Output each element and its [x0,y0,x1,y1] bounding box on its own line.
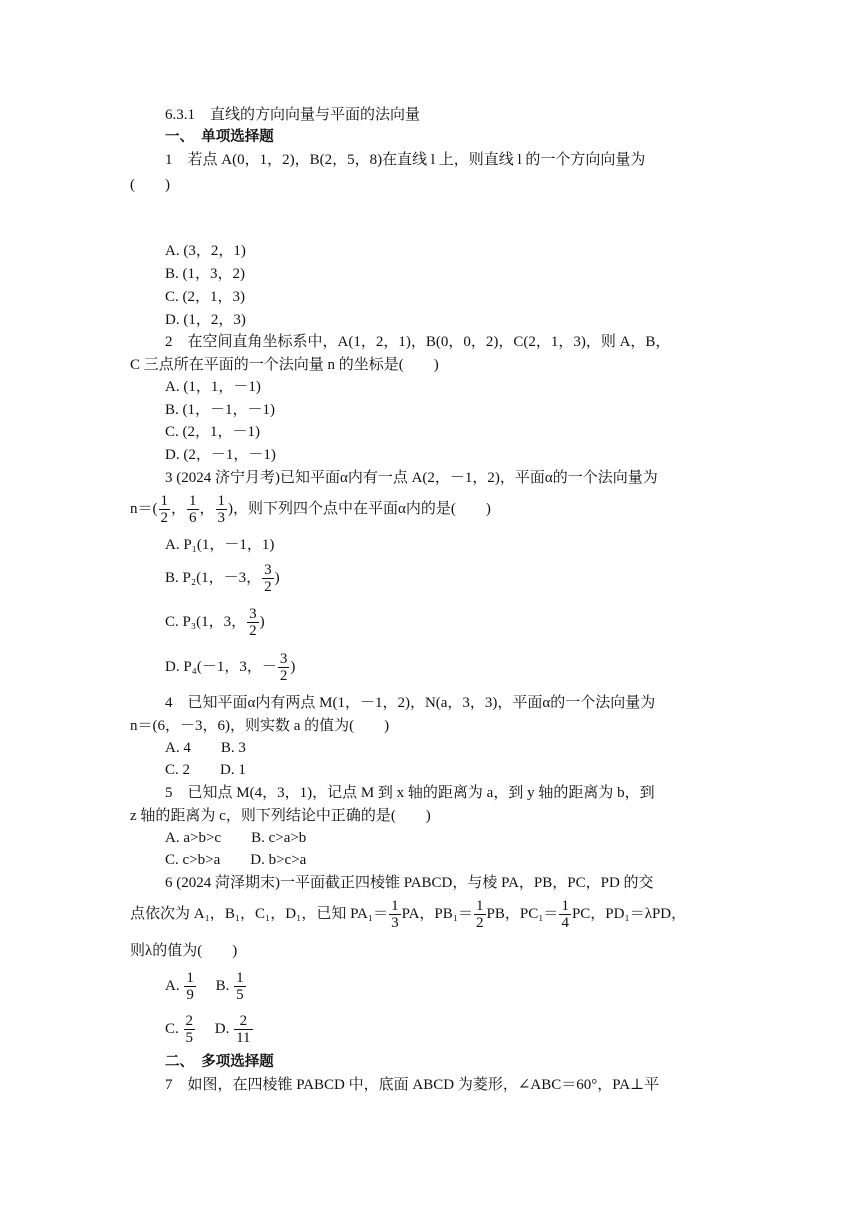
fraction: $\frac{1}{2}$ [476,898,484,932]
question-7-text: 7 如图，在四棱锥 PABCD 中，底面 ABCD 为菱形，∠ABC＝60°，PA⊥平 [165,1077,660,1093]
fraction: $\frac{3}{2}$ [249,606,257,640]
question-5-options-ab: A. a>b>c B. c>a>b [165,830,307,846]
fraction: $\frac{1}{3}$ [217,493,226,527]
question-6-options-ab: A. $\frac{1}{9}$ B. $\frac{1}{5}$ [165,970,244,1004]
fraction: $\frac{3}{2}$ [279,651,288,685]
fraction: $\frac{2}{5}$ [185,1013,194,1047]
question-4-text: 4 已知平面α内有两点 M(1，－1，2)，N(a，3，3)，平面α的一个法向量为 [165,695,656,711]
question-3-option-b: B. P₂(1，－3， $\frac{3}{2}$ ) [165,562,280,596]
question-5-text-cont: z 轴的距离为 c，则下列结论中正确的是( ) [130,808,431,824]
question-5-options-cd: C. c>b>a D. b>c>a [165,852,307,868]
question-1-option-c: C. (2，1，3) [165,289,245,305]
question-6-text-cont: 点依次为 A₁，B₁，C₁，D₁，已知 PA₁＝ $\frac{1}{3}$ PA，PB₁＝ $\frac{1}{2}$ PB，PC₁＝ $\frac{1}{4}$ PC，PD₁＝λPD， [130,898,687,932]
page-title: 6.3.1 直线的方向向量与平面的法向量 [165,107,421,123]
question-2-option-d: D. (2，－1，－1) [165,447,276,463]
section-heading-multi-choice: 二、 多项选择题 [165,1054,274,1070]
question-3-normal-vector-line: n＝( $\frac{1}{2}$ ， $\frac{1}{6}$ ， $\frac{1}{3}$ )，则下列四个点中在平面α内的是( ) [130,493,491,527]
question-1-text: 1 若点 A(0，1，2)，B(2，5，8)在直线 l 上，则直线 l 的一个方向向量为 [165,152,646,168]
question-2-text: 2 在空间直角坐标系中，A(1，2，1)，B(0，0，2)，C(2，1，3)，则 A，B， [165,334,671,350]
fraction: $\frac{1}{4}$ [561,898,569,932]
question-6-text: 6 (2024 菏泽期末)一平面截正四棱锥 PABCD，与棱 PA，PB，PC，PD 的交 [165,875,654,891]
question-1-blank: ( ) [130,177,170,193]
question-4-options-ab: A. 4 B. 3 [165,740,246,756]
question-3-n-prefix: n＝( [130,501,158,517]
fraction: $\frac{3}{2}$ [264,562,272,596]
fraction: $\frac{2}{11}$ [236,1013,251,1047]
question-1-option-d: D. (1，2，3) [165,312,246,328]
question-3-option-a: A. P₁(1，－1，1) [165,537,275,553]
fraction: $\frac{1}{9}$ [186,970,194,1004]
question-1-option-a: A. (3，2，1) [165,243,246,259]
question-3-n-suffix: )，则下列四个点中在平面α内的是( ) [228,501,491,517]
fraction: $\frac{1}{3}$ [391,898,399,932]
fraction: $\frac{1}{6}$ [189,493,197,527]
question-6-text-cont-2: 则λ的值为( ) [130,943,238,959]
question-5-text: 5 已知点 M(4，3，1)，记点 M 到 x 轴的距离为 a，到 y 轴的距离为 b，到 [165,785,655,801]
question-3-option-c: C. P₃(1，3， $\frac{3}{2}$ ) [165,606,265,640]
fraction: $\frac{1}{2}$ [160,493,168,527]
question-3-option-d: D. P₄(－1，3，－ $\frac{3}{2}$ ) [165,651,296,685]
question-4-text-cont: n＝(6，－3，6)，则实数 a 的值为( ) [130,718,390,734]
question-1-option-b: B. (1，3，2) [165,266,245,282]
question-2-option-b: B. (1，－1，－1) [165,402,275,418]
question-6-options-cd: C. $\frac{2}{5}$ D. $\frac{2}{11}$ [165,1013,251,1047]
question-2-option-c: C. (2，1，－1) [165,424,260,440]
question-3-text: 3 (2024 济宁月考)已知平面α内有一点 A(2，－1，2)，平面α的一个法向量为 [165,470,658,486]
question-4-options-cd: C. 2 D. 1 [165,762,246,778]
fraction: $\frac{1}{5}$ [236,970,244,1004]
question-2-text-cont: C 三点所在平面的一个法向量 n 的坐标是( ) [130,357,439,373]
section-heading-single-choice: 一、 单项选择题 [165,129,274,145]
question-2-option-a: A. (1，1，－1) [165,379,261,395]
